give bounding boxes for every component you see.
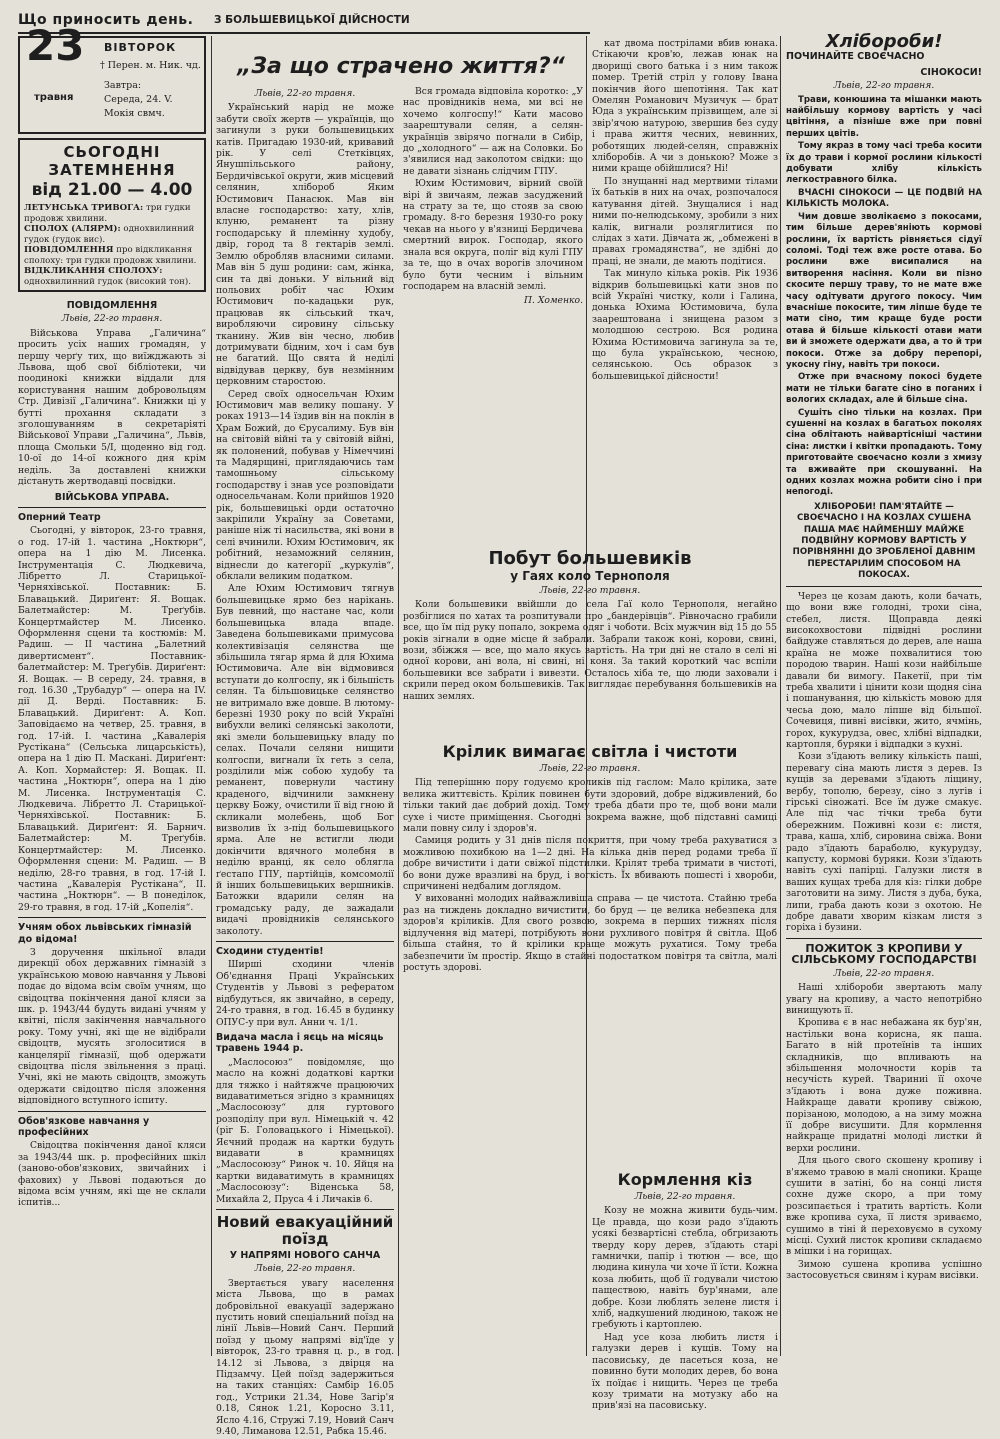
farmers-text: Сушіть сіно тільки на козлах. При сушенні на козлах в багатьох поколях сіна облітають найвартісніші частини сіна: листки і квітки пропадають. Тому приготовайте своєчасно козли з хмизу та вживайте при скошуванні. На одних козлах можна робити сіно і при непогоді. — [786, 407, 982, 498]
butter-heading: Видача масла і яєць на місяць травень 1944 р. — [216, 1031, 384, 1055]
column-2 — [216, 86, 394, 1439]
nettle-text: Кропива є в нас небажана як бур'ян, настільки вона корисна, як паша. Багато в ній протеїнів та інших складників, що впливають на збільшення молочности корів та несучість курей. Твариниі її охоче з'їдають і вона дуже поживна. Найкраще давати кропиву свіжою, порізаною, молодою, а на зиму можна її добре висушити. Для кормлення найкраще придатні молоді листки й верхи рослини. — [786, 1017, 982, 1154]
butter-text: „Маслосоюз“ повідомляє, що масло на кожні додаткові картки для тяжко і найтяжче працюючих видаватиметься згідно з крамницях „Маслосоюзу“ для гуртового розподілу при вул. Німецькій ч. 42 (ріг Б. Головацького і Німецької). Яєчний продаж на картки будуть видавати в крамницях „Маслосоюзу“ Ринок ч. 10. Яйця на картки видаватимуть в крамницях „Маслосоюзу“: Віденська 58, Михайла 2, Пруса 4 і Личаків 6. — [216, 1056, 394, 1205]
goats-dateline: Львів, 22-го травня. — [634, 1191, 736, 1202]
train-text: Звертається увагу населення міста Львова, що в рамах добровільної евакуації задержано пустить новий спеціальний поїзд на лінії Львів—Новий Санч. Перший поїзд у цьому напрямі від'їде у вівторок, 23-го травня ц. р., в год. 14.12 зі Львова, з двірця на Підзамчу. Цей поїзд задержиться на таких станціях: Самбір 16.05 год., Устрики 21.34, Нове Загір'я 0.18, Сянок 1.21, Коросно 3.11, Ясло 4.16, Стружі 7.19, Новий Санч 9.40, Лиманова 12.51, Рабка 15.46. — [216, 1277, 394, 1438]
column-rule-4 — [780, 36, 781, 1356]
bolsheviks-title: Побут большевиків — [488, 548, 692, 569]
farmers-callout: ХЛІБОРОБИ! ПАМ'ЯТАЙТЕ — СВОЄЧАСНО І НА КОЗЛАХ СУШЕНА ПАША МАЄ НАЙМЕНШУ МАЙЖЕ ПОДВІЙНУ КОРМОВУ ВАРТІСТЬ У ПОРІВНЯННІ ДО ЗРОБЛЕНОЇ ДАВНІМ ПЕРЕСТАРІЛИМ СПОСОБОМ НА ПОКОСАХ. — [792, 501, 976, 581]
column-rule-2 — [398, 330, 399, 1356]
divider — [786, 586, 982, 587]
alarm-item: СПОЛОХ (АЛЯРМ): однохвилинний гудок (гудок вис). — [24, 224, 195, 245]
nettle-dateline: Львів, 22-го травня. — [833, 967, 935, 979]
main-article-paragraph: Серед своїх односельчан Юхим Юстимович мав велику пошану. У роках 1913—14 їздив він на поклін в Храм Божий, до Єрусалиму. Був він на світовій війні та у світовій війні, як полонений, побував у Німеччині та Мадярщині, приглядаючись там тамошньому сільському господарству і знав усе розповідати односельчанам. Коли прийшов 1920 рік, большевицькі орди остаточно закріпили Україну за Советами, раніше ніж ті насильства, які вони в селі вчинили. Юхим Юстимович, як робітний, незаможний селянин, віднесли до категорії „куркулів“, обклали великим податком. — [216, 388, 394, 583]
farmers-text: Тому якраз в тому часі треба косити їх до трави і кормої рослини кількості добувати хлібу кількість легкостравного білка. — [786, 141, 982, 186]
column-3 — [403, 86, 583, 307]
goats-continued-text: Кози з'їдають велику кількість паші, перевагу сіна мають листя з дерев. Із кущів за деревами з'їдають ліщину, вербу, тополю, березу, сіно з лугів і гірські сіножаті. Все їм дуже смакує. Але під час тічки треба бути обережним. Поживні кози є: листя, трава, каша, хліб, сировина свіжа. Вони радо з'їдають бараболю, кукурудзу, капусту, кормові буряки. Кози з'їдають навіть сухі папірці. Галузки листя в ваших кущах треба для кіз: гілки добре заготовити на зиму. Листя з дуба, бука, липи, граба дають кози з охотою. Не добре давати хворим кізкам листя з горіха і бузини. — [786, 751, 982, 934]
calendar-box — [18, 21, 206, 134]
farmers-title: Хлібороби! — [825, 31, 943, 52]
train-dateline: Львів, 22-го травня. — [254, 1263, 356, 1275]
nettle-text: Наші хлібороби звертають малу увагу на кропиву, а часто непотрібно винищують її. — [786, 982, 982, 1016]
divider — [18, 507, 206, 508]
main-article-paragraph: Юхим Юстимович, вірний своїй вірі й звичаям, лежав засуджений на страту за те, що стояв за свою громаду. 8-го березня 1930-го року чекав на нього у в'язниці Бердичева смертний вирок. Господар, якого знала вся округа, поліг від кулі ГПУ за те, що в очах ворогів злочином було бути чесним і вільним господарем на власній землі. — [403, 178, 583, 292]
goats-title: Кормлення кіз — [617, 1170, 753, 1189]
main-article-signature: П. Хоменко. — [524, 295, 583, 307]
calendar-tomorrow-label: Завтра: — [104, 80, 142, 91]
goats-text: Над усе коза любить листя і галузки дерев і кущів. Тому на пасовиську, де пасеться коза, не повинно бути молодих дерев, бо вона їх поїдає і нищить. Через це треба козу тримати на мотузку або на прив'язі на пасовиську. — [592, 1331, 778, 1412]
opera-heading: Оперний Театр — [18, 511, 101, 523]
blackout-heading: СЬОГОДНІ ЗАТЕМНЕННЯ — [48, 143, 176, 179]
main-article-paragraph: Український нарід не може забути своїх жертв — українців, що загинули з руки большевицьких катів. Пригадаю 1930-ий, кривавий рік. У селі Стетківцях, Янушпільського району, Бердичівської округи, жив місцевий селянин, хлібороб Яким Юстимович Панасюк. Мав він власне господарство: хату, хлів, клуню, реманент та різну господарську й племінну худобу, двір, город та 8 гектарів землі. Землю обробляв власними силами. Мав він 5 душ родини: сам, жінка, син та дві доньки. У вільний від польових робіт час Юхим Юстимович по-кадацьки рук, працював як сільський ткач, виробляючи сировину сільську тканину. Жив він чесно, любив дотримувати бідним, хоч і сам був не багатий. Що свята й неділі відвідував церкву, був незмінним церковним старостою. — [216, 102, 394, 388]
education-text: Свідоцтва покінчення даної кляси за 1943/44 шк. р. професійних шкіл (заново-обов'язкових, звичайних і фахових) у Львові подаються до відома всім учням, які ще не склали іспитів... — [18, 1140, 206, 1209]
header-rubric-left: Що приносить день. — [18, 12, 194, 28]
bolsheviks-text: Коли большевики ввійшли до села Гаї коло Тернополя, негайно розбіглися по хатах та розпитували про „бандерівців“. Рівночасно грабили все, що їм під руку попало, зокрема одяг і чоботи. Всіх мужчин від 15 до 55 років зігнали в одне місце й забрали. Забрали також коні, корови, свині, вози, збіжжя — все, що мало якусь вартість. На три дні не стало в селі ні одної корови, ані вола, ні свині, ні коня. За такий короткий час вспіли большевики все забрати і вивезти. Осталось хіба те, що люди заховали і скрили перед оком большевиків. Так виглядає перебування большевиків на наших землях. — [403, 599, 777, 702]
rabbits-title: Крілик вимагає світла і чистоти — [442, 742, 738, 761]
column-5 — [786, 31, 983, 1283]
notice-signature: ВІЙСЬКОВА УПРАВА. — [54, 491, 170, 503]
calendar-weekday: ВІВТОРОК — [104, 41, 177, 54]
rabbits-article — [403, 742, 777, 974]
header-rule — [18, 32, 590, 34]
students-notice-heading: Учням обох львівських гімназій до відома! — [18, 922, 192, 945]
calendar-saint-today: † Перен. м. Ник. чд. — [100, 60, 201, 71]
goats-body — [592, 1191, 778, 1412]
farmers-subtitle-b: СІНОКОСИ! — [920, 66, 982, 78]
rabbits-text: Самиця родить у 31 днів після покриття, при чому треба рахуватися з можливою похибкою на 1—2 дні. На кілька днів перед родами треба її добре вичистити і дати свіжої підстилки. Крілят треба тримати в чистоті, бо вони дуже вразливі на бруд, і вогкість. Їх вбивають пошесті і хвороби, спричинені недбалим доглядом. — [403, 835, 777, 893]
calendar-tomorrow-saint: Мокія свмч. — [104, 108, 165, 119]
main-article-paragraph: Але Юхим Юстимович тягнув большевицьке ярмо без нарікань. Був певний, що настане час, коли большевицька влада впаде. Заведена большевиками примусова колективізація селянства ще збільшила тягар ярма й для Юхима Юстимовича. Але він відмовився вступати до колгоспу, як і більшість селян. Та більшовицьке селянство не витримало вже довше. В лютому-березні 1930 року по всій Україні вибухли великі селянські заколоти, які змели большевицьку владу по селах. Почали селяни нищити колгоспи, вигнали їх геть з села, розділили між собою худобу та реманент, повернули частину краденого, відчинили замкнену церкву Божу, очистили її від гною й скликали молебень, щоб Бог визволив їх з-під большевицького ярма. Але не встигли люди докінчити вдячного молебня в неділю вранці, як село облягла ґестапо ГПУ, партійців, комсомолії й інших большевицьких вершників. Батожки вдарили селян на громадську раду, де зажадали видачі провідників селянського заколоту. — [216, 583, 394, 937]
farmers-text: Отже при вчасному покосі будете мати не тільки багате сіно в поганих і вологих складах, але й більше сіна. — [786, 372, 982, 406]
divider — [18, 917, 206, 918]
farmers-text: ВЧАСНІ СІНОКОСИ — ЦЕ ПОДВІЙ НА КІЛЬКІСТЬ МОЛОКА. — [786, 187, 982, 210]
calendar-tomorrow-day: Середа, 24. V. — [104, 94, 173, 105]
notice-text: Військова Управа „Галичина“ просить усіх наших громадян, у першу черґу тих, що виїжджають зі Львова, щоб свої бібліотеки, чи поодинокі книжки віддали для користування нашим добровольцям Стр. Дивізії „Галичина“. Книжки ці у бутті прохання складати з зголошуванням в секретаріяті Військової Управи „Галичина“, Львів, площа Смольки 5/І, щоденно від год. 10-ої до 14-ої кожного дня крім неділь. За доставлені книжки дістануть жертводавці посвідки. — [18, 327, 206, 488]
train-title: Новий евакуаційний поїзд — [216, 1213, 394, 1248]
alarm-item: ЛЕТУНСЬКА ТРИВОГА: три гудки продовж хвилини. — [24, 203, 191, 224]
main-article-paragraph: Вся громада відповіла коротко: „У нас провідників нема, ми всі не хочемо колгоспу!“ Кати масово заарештували селян, а селян-українців звірячо погнали в Сибір, до „холодного“ — аж на Соловки. Бо з'явилися над заколотом свідки: що не давати зізнань слідчим ГПУ. — [403, 86, 583, 177]
bolsheviks-subtitle: у Гаях коло Тернополя — [510, 569, 670, 583]
nettle-title: ПОЖИТОК З КРОПИВИ У СІЛЬСЬКОМУ ГОСПОДАРСТВІ — [791, 941, 977, 967]
notice-dateline: Львів, 22-го травня. — [61, 313, 163, 325]
column-rule-1 — [211, 36, 212, 1356]
nettle-text: Зимою сушена кропива успішно застосовується свиням і курам висівки. — [786, 1258, 982, 1282]
farmers-text: Чим довше зволікаємо з покосами, тим більше дерев'яніють кормові рослини, їх вартість рівняється сідуї соломі. Тоді теж вже росте отава. Бо рослини вже висипалися на витворення насіння. Коли ви пізно скосите першу траву, то не мате вже часу одітувати другого покосу. Чим вчасніше покосите, тим ліпше буде те мати сіно, тим краще буде рости отава й більше кількості отави мати ви й зможете одержати два, а то й три покоси. Отже за добру перепорі, укосну гіну, навіть три покоси. — [786, 211, 983, 370]
divider — [18, 1111, 206, 1112]
continuation-paragraph: кат двома пострілами вбив юнака. Стікаючи кров'ю, лежав юнак на дворищі свого батька і з ним також помер. Третій стріл у голову Івана покінчив його шепотіння. Так кат Омелян Романович Музичук — брат Юда з українським прізвищем, але зі звір'ячою натурою, звершив без суду і права життя чесних, невинних, роботящих людей-селян, справжніх хліборобів. А чи з донькою? Може з ними краще обійшлися? Ні! — [592, 38, 778, 175]
calendar-day-number: 23 — [26, 21, 85, 70]
bolsheviks-dateline: Львів, 22-го травня. — [539, 585, 641, 596]
alarm-list — [24, 203, 200, 287]
notice-heading: ПОВІДОМЛЕННЯ — [66, 300, 158, 311]
rabbits-text: Під теперішню пору годуємо кроликів під гаслом: Мало крілика, зате велика життєвість. Крілик повинен бути здоровий, добре відживлений, бо тільки такий дає добрий дохід. Тому треба дбати про те, щоб вони мали сухе і чисте приміщення. Сьогодні зокрема важне, щоб підставні самиці мали повну силу і здоров'я. — [403, 777, 777, 835]
goats-article — [592, 1170, 778, 1413]
goats-text: Козу не можна живити будь-чим. Це правда, що кози радо з'їдають усякі безвартісні стебла, обгризають тверду кору дерев, з'їдають старі гамнички, папір і тютюн — все, що людина кинула чи хоче її їсти. Кожна коза любить, щоб її годували чистою паществою, навіть бур'янами, але добре. Кози люблять зелене листя і хліб, надкушений людиною, також не гребують і картоплею. — [592, 1205, 778, 1331]
column-3-top — [592, 38, 778, 383]
alarm-item: ВІДКЛИКАННЯ СПОЛОХУ: однохвилинний гудок (високий тон). — [24, 266, 191, 287]
train-subtitle: У НАПРЯМІ НОВОГО САНЧА — [229, 1250, 381, 1261]
farmers-text: Трави, конюшина та мішанки мають найбільшу кормову вартість у часі цвітіння, а пізніше вже при повні перших цвітів. — [786, 94, 982, 139]
column-1 — [18, 21, 206, 1210]
students-notice-text: З доручення шкільної влади дирекції обох державних гімназій з українською мовою навчання у Львові подає до відома всім своїм учням, що свідоцтва покінчення даної кляси за шк. р. 1943/44 будуть видані учням у квітні, після закінчення навчального року. Тому учні, які ще не відібрали свідоцтв, мусять зголоситися в канцелярії гімназії, щоб одержати свідоцтва після звільнення з праці. Учні, які не мають свідоцтв, зможуть одержати свідоцтво після зложення відповідного вступного іспиту. — [18, 946, 206, 1107]
rabbits-text: У вихованні молодих найважливіша справа — це чистота. Стайню треба раз на тиждень докладно вичистити, бо бруд — це велика небезпека для здоров'я кріликів. Для свого розвою, зокрема в перших тижнях після відлучення від матері, потрібують вони рухливого повітря й світла. Щоб більша стайня, то й крілики краще можуть рухатися. Тому треба забезпечити їм простір. Якщо в стайні подостатком повітря та світла, малі ростуть здорові. — [403, 893, 777, 973]
calendar-month: травня — [34, 92, 74, 103]
divider — [216, 1209, 394, 1210]
students-meeting-text: Ширші сходини членів Об'єднання Праці Українських Студентів у Львові з рефератом відбудуться, як звичайно, в середу, 24-го травня, в год. 16.45 в будинку ОПУС-у при вул. Анни ч. 1/1. — [216, 959, 394, 1028]
bolsheviks-article — [403, 548, 777, 703]
education-heading: Обов'язкове навчання у професійних — [18, 1115, 150, 1139]
header-rubric-main: З БОЛЬШЕВИЦЬКОЇ ДІЙСНОСТИ — [214, 14, 410, 26]
blackout-time: від 21.00 — 4.00 — [31, 180, 193, 200]
rabbits-body — [403, 763, 777, 973]
farmers-subtitle-a: ПОЧИНАЙТЕ СВОЄЧАСНО — [786, 51, 925, 63]
students-meeting-heading: Сходини студентів! — [216, 946, 324, 958]
main-article-dateline: Львів, 22-го травня. — [254, 88, 356, 99]
alarm-item: ПОВІДОМЛЕННЯ про відкликання сполоху: три гудки продовж хвилини. — [24, 245, 197, 266]
main-article-title: „За що страчено життя?“ — [237, 54, 565, 79]
opera-text: Сьогодні, у вівторок, 23-го травня, о год. 17-ій 1. частина „Ноктюрн“, опера на 1 дію М. Лисенка. Інструментація С. Людкевича, Лібретто Л. Старицької-Черняхівської. Поставник: Б. Блавацький. Дириґент: Я. Вощак. Балетмайстер: М. Треґубів. Концертмайстер М. Лисенко. Оформлення сцени та костюмів: М. Радиш. — II частина „Балетний дивертисмент“. Поставник-балетмайстер: М. Треґубів. Дириґент: Я. Вощак. — В середу, 24. травня, в год. 16.30 „Трубадур“ — опера на IV. дії Д. Верді. Поставник: Б. Блавацький. Дириґент: А. Коп. Заповідаємо на четвер, 25. травня, в год. 17-ій. I. частина „Кавалерія Рустікана“ (Сельська лицарськість), опера на 1 дію П. Маскані. Дириґент: А. Коп. Хормайстер: Я. Вощак. II. частина „Ноктюрн“, опера на 1 дію М. Лисенка. Інструментація С. Людкевича. Лібретто Л. Старицької-Черняхівської. Поставник: Б. Блавацький. Дириґент: Я. Барнич. Балетмайстер: М. Треґубів. Концертмайстер: М. Лисенко. Оформлення сцени: М. Радиш. — В неділю, 28-го травня, в год. 17-ій I. частина „Кавалерія Рустікана“, II. частина „Ноктюрн“. — В понеділок, 29-го травня, в год. 17-ій „Копелія“. — [18, 525, 206, 913]
continuation-paragraph: По знущанні над мертвими тілами їх батьків в них на очах, розпочалося катування дітей. Знущалися і над ними по-нелюдському, зробили з них калік, вигнали розляглитися по слідах з хати. Дівчата ж, „обмежені в правах громадянства“, не здібні до праці, не знали, де мають подітися. — [592, 175, 778, 267]
divider — [786, 938, 982, 939]
blackout-box — [18, 138, 206, 292]
nettle-text: Для цього свого скошену кропиву і в'яжемо травою в малі снопики. Краще сушити в затіні, бо на сонці листя сохне дуже скоро, а при тому розсипається і тратить вартість. Коли вже кропива суха, її листя зриваємо, сушимо в тіні й переховуємо в сухому місці. Сухий листок кропиви складаємо в мішки і на горищах. — [786, 1155, 982, 1258]
rabbits-dateline: Львів, 22-го травня. — [539, 763, 641, 774]
divider — [216, 941, 394, 942]
farmers-dateline: Львів, 22-го травня. — [833, 80, 935, 92]
continuation-paragraph: Так минуло кілька років. Рік 1936 відкрив большевицькі кати знов по всій Україні чистку, коли і Галина, донька Юхима Юстимовича, була заарештована і знищена разом з молодшою сестрою. Вся родина Юхима Юстимовича загинула за те, що була українською, чесною, селянською. Ось образок з большевицької дійсности! — [592, 268, 778, 382]
goats-continued-text: Через це козам дають, коли бачать, що вони вже голодні, трохи сіна, стебел, листя. Щоправда деякі високохвостови підвідні рослини байдуже ставляться до дерев, але наша країна не може похвалитися тою породою тварин. Наші кози найбільше давали би вимогу. Пакетії, при тім треба хвалити і цінити кози щодня сіна і пошанування, цю кількість мовою для чесьа дою, мало ліпше від більшої. Сочевиця, пивні висівки, жито, ячмінь, горох, кукурудза, овес, хлібні відпадки, картопля, буряки і відпадки з кухні. — [786, 590, 982, 750]
bolsheviks-body — [403, 585, 777, 702]
